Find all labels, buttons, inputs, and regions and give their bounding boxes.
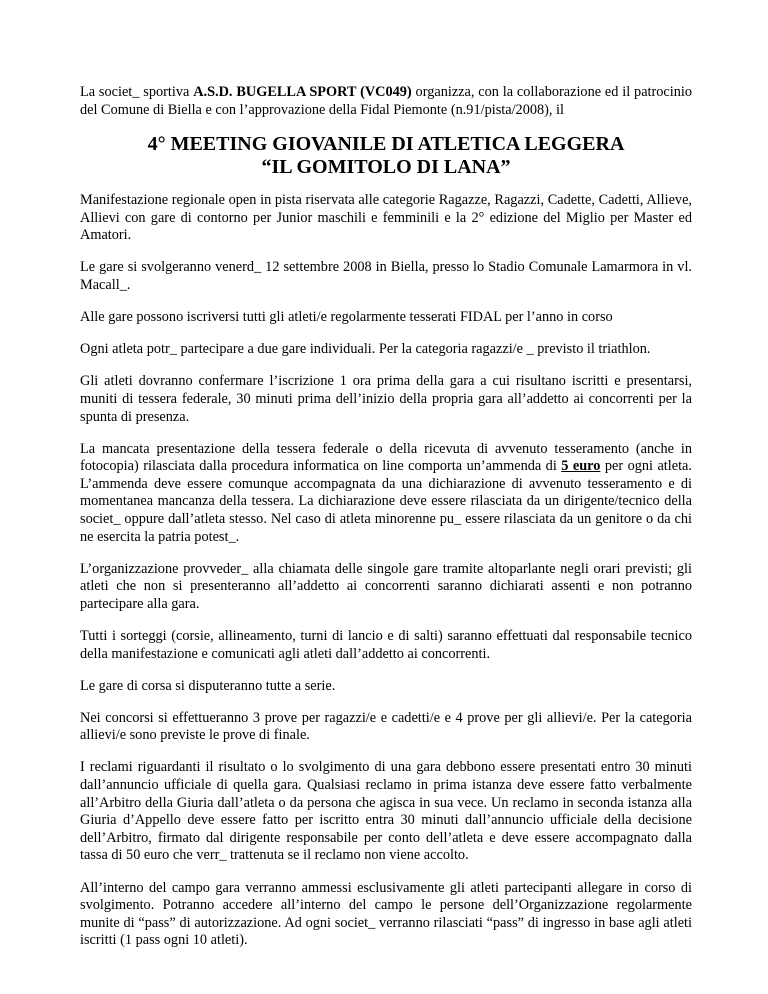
paragraph-call: L’organizzazione provveder_ alla chiamata delle singole gare tramite altoparlante negli orari previsti; gli atleti che non si presenteranno all’addetto ai concorrenti saranno dichiarati assenti e non potranno partecipare alla gara. xyxy=(80,560,692,612)
paragraph-confirmation: Gli atleti dovranno confermare l’iscrizione 1 ora prima della gara a cui risultano iscritti e presentarsi, muniti di tessera federale, 30 minuti prima dell’inizio della propria gara all’addetto ai concorrenti per la spunta di presenza. xyxy=(80,373,692,425)
fine-text-before: La mancata presentazione della tessera federale o della ricevuta di avvenuto tesseramento (anche in fotocopia) rilasciata dalla procedura informatica on line comporta un’ammenda di xyxy=(80,440,692,475)
intro-after: organizza, con la collaborazione ed il patrocinio del Comune di Biella e con l’approvazione della Fidal Piemonte (n.91/pista/2008), il xyxy=(80,84,693,118)
paragraph-date-venue: Le gare si svolgeranno venerd_ 12 settembre 2008 in Biella, presso lo Stadio Comunale Lamarmora in vl. Macall_. xyxy=(80,259,692,294)
paragraph-eligibility: Alle gare possono iscriversi tutti gli atleti/e regolarmente tesserati FIDAL per l’anno in corso xyxy=(80,309,613,326)
title-line-2: “IL GOMITOLO DI LANA” xyxy=(261,156,511,179)
organization-name: A.S.D. BUGELLA SPORT (VC049) xyxy=(193,84,412,100)
paragraph-complaints: I reclami riguardanti il risultato o lo svolgimento di una gara debbono essere presentati entro 30 minuti dall’annuncio ufficiale di quella gara. Qualsiasi reclamo in prima istanza deve essere fatto verbalmente all’Arbitro della Giuria dall’atleta o da persona che agisca in sua vece. Un reclamo in seconda istanza alla Giuria d’Appello deve essere fatto per iscritto entra 30 minuti dall’annuncio ufficiale della decisione dell’Arbitro, firmato dal dirigente responsabile per conto dell’atleta e deve essere accompagnato dalla tassa di 50 euro che verr_ trattenuta se il reclamo non viene accolto. xyxy=(80,759,692,864)
paragraph-heats: Le gare di corsa si disputeranno tutte a serie. xyxy=(80,677,336,694)
intro-before: La societ_ sportiva xyxy=(80,84,194,100)
fine-amount: 5 euro xyxy=(561,458,601,475)
paragraph-field-access: All’interno del campo gara verranno ammessi esclusivamente gli atleti partecipanti allegare in corso di svolgimento. Potranno accedere all’interno del campo le persone dell’Organizzazione regolarmente munite di “pass” di autorizzazione. Ad ogni societ_ verranno rilasciati “pass” di ingresso in base agli atleti iscritti (1 pass ogni 10 atleti). xyxy=(80,879,692,949)
paragraph-draws: Tutti i sorteggi (corsie, allineamento, turni di lancio e di salti) saranno effettuati dal responsabile tecnico della manifestazione e comunicati agli atleti dall’addetto ai concorrenti. xyxy=(80,627,692,662)
paragraph-events-limit: Ogni atleta potr_ partecipare a due gare individuali. Per la categoria ragazzi/e _ previsto il triathlon. xyxy=(80,341,651,358)
document-body xyxy=(80,84,692,964)
paragraph-fine xyxy=(80,441,692,547)
title-line-1: 4° MEETING GIOVANILE DI ATLETICA LEGGERA xyxy=(147,133,625,156)
intro-paragraph xyxy=(80,84,692,119)
paragraph-attempts: Nei concorsi si effettueranno 3 prove per ragazzi/e e cadetti/e e 4 prove per gli allievi/e. Per la categoria allievi/e sono previste le prove di finale. xyxy=(80,709,692,744)
paragraph-categories: Manifestazione regionale open in pista riservata alle categorie Ragazze, Ragazzi, Cadette, Cadetti, Allieve, Allievi con gare di contorno per Junior maschili e femminili e la 2° edizione del Miglio per Master ed Amatori. xyxy=(80,192,692,244)
meeting-title xyxy=(80,133,692,179)
fine-text-after: per ogni atleta. L’ammenda deve essere comunque accompagnata da una dichiarazione di avvenuto tesseramento e di momentanea mancanza della tessera. La dichiarazione deve essere rilasciata da un dirigente/tecnico della societ_ oppure dall’atleta stesso. Nel caso di atleta minorenne pu_ essere rilasciata da un genitore o da chi ne esercita la patria potest_. xyxy=(80,458,692,545)
